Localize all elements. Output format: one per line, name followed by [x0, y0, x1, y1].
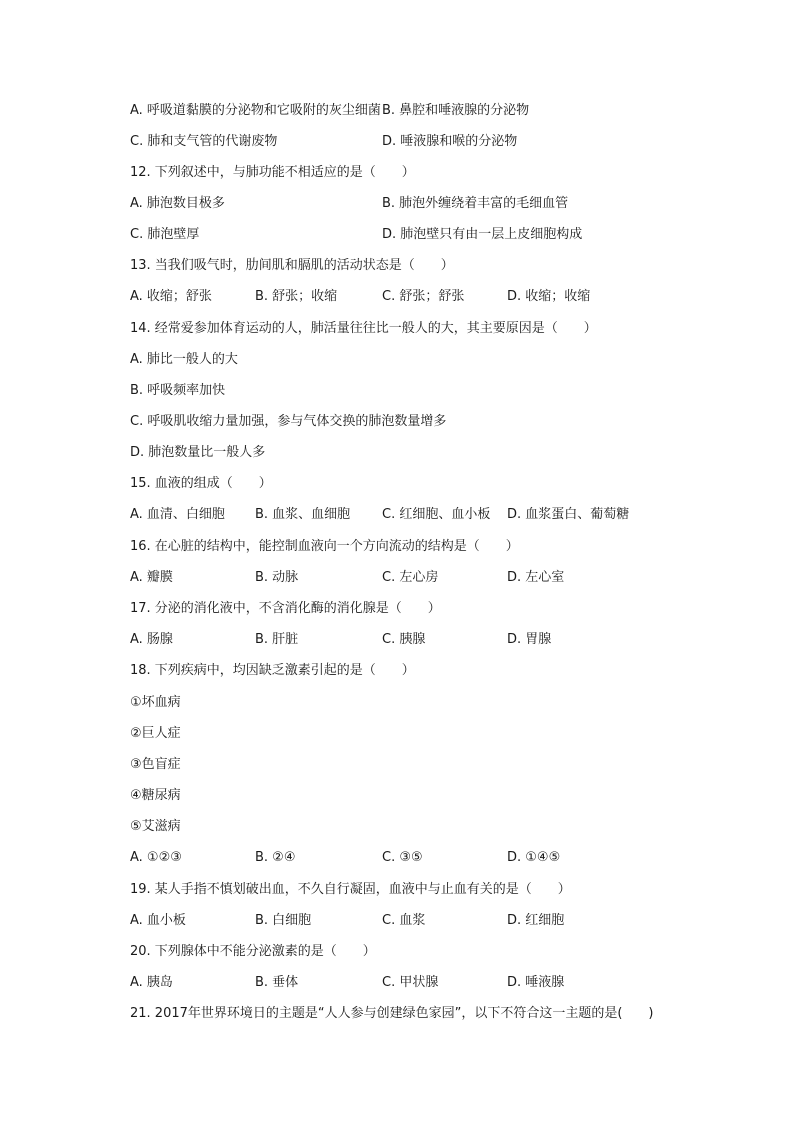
q18-item-2: ②巨人症	[130, 726, 181, 741]
q20-option-b: B. 垂体	[255, 975, 299, 990]
q16-option-c: C. 左心房	[382, 570, 439, 585]
q20-option-d: D. 唾液腺	[507, 975, 565, 990]
q16-option-d: D. 左心室	[507, 570, 565, 585]
q18-item-1: ①坏血病	[130, 695, 181, 710]
q17-option-d: D. 胃腺	[507, 632, 552, 647]
q18-option-d: D. ①④⑤	[507, 850, 561, 865]
q17-option-c: C. 胰腺	[382, 632, 426, 647]
q19-option-a: A. 血小板	[130, 913, 186, 928]
q12-option-b: B. 肺泡外缠绕着丰富的毛细血管	[382, 196, 569, 211]
q11-option-d: D. 唾液腺和喉的分泌物	[382, 134, 518, 149]
q13-option-d: D. 收缩；收缩	[507, 289, 591, 304]
q15-option-d: D. 血浆蛋白、葡萄糖	[507, 507, 630, 522]
q14-option-c: C. 呼吸肌收缩力量加强，参与气体交换的肺泡数量增多	[130, 414, 447, 429]
q11-option-a: A. 呼吸道黏膜的分泌物和它吸附的灰尘细菌	[130, 103, 381, 118]
q18-option-a: A. ①②③	[130, 850, 182, 865]
q19-option-c: C. 血浆	[382, 913, 426, 928]
q13-option-c: C. 舒张；舒张	[382, 289, 465, 304]
q20-option-a: A. 胰岛	[130, 975, 173, 990]
q14-option-b: B. 呼吸频率加快	[130, 383, 226, 398]
q16-stem: 16. 在心脏的结构中，能控制血液向一个方向流动的结构是（ ）	[130, 539, 519, 554]
q11-option-b: B. 鼻腔和唾液腺的分泌物	[382, 103, 530, 118]
q15-stem: 15. 血液的组成（ ）	[130, 476, 272, 491]
q14-option-d: D. 肺泡数量比一般人多	[130, 445, 266, 460]
q17-option-a: A. 肠腺	[130, 632, 173, 647]
q15-option-c: C. 红细胞、血小板	[382, 507, 491, 522]
q18-item-4: ④糖尿病	[130, 788, 181, 803]
q17-stem: 17. 分泌的消化液中，不含消化酶的消化腺是（ ）	[130, 601, 441, 616]
q12-option-c: C. 肺泡壁厚	[130, 227, 200, 242]
q19-option-d: D. 红细胞	[507, 913, 565, 928]
q12-option-a: A. 肺泡数目极多	[130, 196, 225, 211]
q19-stem: 19. 某人手指不慎划破出血，不久自行凝固，血液中与止血有关的是（ ）	[130, 882, 571, 897]
q13-option-b: B. 舒张；收缩	[255, 289, 338, 304]
q15-option-a: A. 血清、白细胞	[130, 507, 225, 522]
q11-option-c: C. 肺和支气管的代谢废物	[130, 134, 278, 149]
q20-option-c: C. 甲状腺	[382, 975, 439, 990]
q15-option-b: B. 血浆、血细胞	[255, 507, 351, 522]
q16-option-b: B. 动脉	[255, 570, 299, 585]
q18-item-3: ③色盲症	[130, 757, 181, 772]
q13-option-a: A. 收缩；舒张	[130, 289, 212, 304]
q21-stem: 21. 2017年世界环境日的主题是“人人参与创建绿色家园”，以下不符合这一主题的是( )	[130, 1006, 654, 1021]
q18-stem: 18. 下列疾病中，均因缺乏激素引起的是（ ）	[130, 663, 415, 678]
q17-option-b: B. 肝脏	[255, 632, 299, 647]
q14-option-a: A. 肺比一般人的大	[130, 352, 238, 367]
q20-stem: 20. 下列腺体中不能分泌激素的是（ ）	[130, 944, 376, 959]
q19-option-b: B. 白细胞	[255, 913, 312, 928]
q18-item-5: ⑤艾滋病	[130, 819, 181, 834]
q14-stem: 14. 经常爱参加体育运动的人，肺活量往往比一般人的大，其主要原因是（ ）	[130, 321, 597, 336]
q12-option-d: D. 肺泡壁只有由一层上皮细胞构成	[382, 227, 583, 242]
q13-stem: 13. 当我们吸气时，肋间肌和膈肌的活动状态是（ ）	[130, 258, 454, 273]
q12-stem: 12. 下列叙述中，与肺功能不相适应的是（ ）	[130, 165, 415, 180]
q16-option-a: A. 瓣膜	[130, 570, 173, 585]
q18-option-c: C. ③⑤	[382, 850, 423, 865]
q18-option-b: B. ②④	[255, 850, 296, 865]
